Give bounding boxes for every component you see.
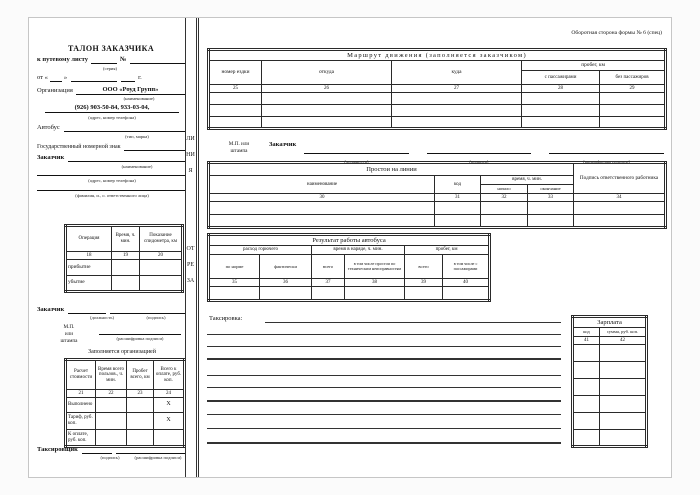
taxing-line: [207, 334, 561, 335]
cost-cell-x: X: [154, 398, 185, 413]
cut-word-liniya: ЛИНИЯ: [186, 136, 195, 174]
ops-col-operation: Операция: [66, 226, 112, 252]
taxing-line: [207, 400, 561, 402]
route-num: 27: [392, 85, 522, 93]
cut-line-right: [196, 18, 199, 477]
cost-num: 22: [96, 390, 127, 398]
plate-line: [37, 143, 185, 151]
downtime-title: Простои на линии: [209, 163, 574, 176]
taxing-label: Таксировка:: [209, 315, 243, 322]
date-year-label: г.: [138, 74, 142, 81]
customer-sign-line: [37, 306, 185, 314]
cost-cell: [154, 430, 185, 447]
stamp-note: [221, 141, 257, 155]
ops-col-odometer: Показание спидометра, км: [140, 226, 183, 252]
taxer-line: [37, 446, 185, 454]
salary-cell: [573, 345, 600, 362]
bus-label: Автобус: [37, 124, 60, 131]
address-blank: [37, 168, 185, 176]
position-blank: [68, 306, 106, 314]
taxing-line: [207, 387, 561, 388]
bus-blank: [64, 124, 185, 132]
table-row: [573, 396, 647, 413]
stamp-line: М.П. или: [228, 141, 250, 147]
date-from: от «: [37, 74, 48, 81]
route-num: 29: [600, 85, 666, 93]
cost-row-label: Выполнено: [66, 398, 96, 413]
cost-cell: [127, 413, 154, 430]
route-cell: [522, 93, 600, 105]
table-row: [209, 215, 666, 228]
result-table: [207, 233, 491, 302]
cost-cell: [96, 430, 127, 447]
taxer-decipher-blank: [116, 446, 185, 454]
table-row: [66, 430, 185, 447]
route-col-to: куда: [392, 61, 522, 85]
route-cell: [262, 117, 392, 129]
result-cell: [312, 287, 345, 301]
salary-num: 42: [600, 337, 647, 345]
taxing-line: [207, 346, 561, 347]
route-cell: [209, 105, 262, 117]
form-back-side: [207, 18, 666, 478]
downtime-num: 31: [435, 194, 481, 202]
plate-blank: [124, 143, 185, 151]
result-num: 38: [345, 279, 405, 287]
signature-hint: (подпись): [146, 315, 166, 320]
ops-row-departure: убытие: [66, 276, 112, 292]
table-row: [66, 413, 185, 430]
salary-col-sum: сумма, руб. коп.: [600, 328, 647, 337]
downtime-cell: [528, 215, 574, 228]
series-blank: [91, 56, 117, 64]
result-col-with-pass: в том числе с пассажирами: [443, 255, 490, 279]
result-col-fact: фактически: [260, 255, 312, 279]
route-cell: [522, 105, 600, 117]
table-row: [573, 362, 647, 379]
route-cell: [209, 117, 262, 129]
ops-cell: [140, 276, 183, 292]
downtime-cell: [574, 202, 666, 215]
form-page: [28, 17, 672, 478]
cost-col-time: Время всего пользов., ч. мин.: [96, 360, 127, 390]
table-row: [209, 287, 490, 301]
downtime-cell: [435, 215, 481, 228]
mp-hint: (должность): [344, 159, 369, 164]
table-row: [209, 117, 666, 129]
stamp-line: штампа: [230, 148, 248, 154]
mp-hint: (расшифровка подписи): [583, 159, 631, 164]
downtime-num: 32: [481, 194, 528, 202]
salary-title: Зарплата: [573, 317, 647, 328]
cost-num: 23: [127, 390, 154, 398]
no-sign: №: [119, 56, 127, 63]
org-section-title: Заполняется организацией: [88, 349, 156, 355]
downtime-cell: [209, 215, 435, 228]
salary-num: 41: [573, 337, 600, 345]
cost-row-label: К оплате, руб. коп.: [66, 430, 96, 447]
position-hint: (должность): [89, 315, 115, 320]
salary-cell: [600, 430, 647, 447]
plate-label: Государственный номерной знак: [37, 144, 121, 150]
route-col-trip: номер ездки: [209, 61, 262, 85]
downtime-cell: [528, 202, 574, 215]
customer-sign-label: Заказчик: [37, 306, 65, 313]
cost-row-label: Тариф, руб. коп.: [66, 413, 96, 430]
downtime-cell: [209, 202, 435, 215]
taxing-line: [265, 322, 561, 323]
result-num: 35: [209, 279, 260, 287]
result-group-fuel: расход горючего: [209, 246, 312, 255]
table-row: [573, 379, 647, 396]
taxer-label: Таксировщик: [37, 446, 78, 453]
table-row: [573, 430, 647, 447]
taxer-sign-hint: (подпись): [100, 455, 120, 460]
salary-cell: [573, 430, 600, 447]
ops-num: 18: [66, 252, 112, 260]
organization-label: Организация: [37, 87, 73, 94]
date-year-blank: [121, 74, 135, 82]
route-cell: [209, 93, 262, 105]
route-num: 28: [522, 85, 600, 93]
downtime-col-name: наименование: [209, 176, 435, 194]
date-month-blank: [71, 74, 117, 82]
taxing-line: [207, 428, 561, 429]
downtime-cell: [481, 215, 528, 228]
table-row: [573, 413, 647, 430]
salary-cell: [600, 379, 647, 396]
phone-line: (926) 903-50-84, 933-03-04,: [45, 104, 179, 113]
result-col-total-run: всего: [405, 255, 443, 279]
responsible-hint: (фамилия, и., о. ответственного лица): [75, 193, 149, 198]
decipher-blank: [99, 334, 181, 335]
result-cell: [345, 287, 405, 301]
table-row: [66, 398, 185, 413]
route-cell: [522, 117, 600, 129]
result-col-downtime: в том числе простои по техническим неисправностям: [345, 255, 405, 279]
route-cell: [392, 93, 522, 105]
route-cell: [600, 105, 666, 117]
route-cell: [262, 105, 392, 117]
result-num: 36: [260, 279, 312, 287]
result-cell: [443, 287, 490, 301]
result-col-norm: по норме: [209, 255, 260, 279]
mp-blank: [549, 149, 664, 154]
route-cell: [600, 117, 666, 129]
waybill-line: [37, 56, 185, 64]
result-cell: [209, 287, 260, 301]
ops-col-time: Время, ч. мин.: [112, 226, 140, 252]
salary-cell: [573, 413, 600, 430]
cost-cell: [127, 430, 154, 447]
cost-col-total: Всего к оплате, руб. коп.: [154, 360, 185, 390]
date-day-blank: [50, 74, 62, 82]
route-table: [207, 48, 667, 130]
ops-cell: [112, 276, 140, 292]
bus-hint: (тип, марка): [125, 134, 149, 139]
result-group-time: время в наряде, ч. мин.: [312, 246, 405, 255]
result-group-run: пробег, км: [405, 246, 490, 255]
result-num: 37: [312, 279, 345, 287]
date-close: »: [63, 74, 68, 81]
cost-cell: [127, 398, 154, 413]
downtime-num: 34: [574, 194, 666, 202]
customer-label: Заказчик: [37, 154, 65, 161]
mp-blank: [304, 149, 408, 154]
taxing-line: [207, 358, 561, 360]
route-num: 25: [209, 85, 262, 93]
route-col-with-pass: с пассажирами: [522, 71, 600, 85]
salary-cell: [573, 379, 600, 396]
signature-blank: [110, 306, 185, 314]
bus-line: [37, 124, 185, 132]
downtime-col-time-group: время, ч. мин.: [481, 176, 574, 185]
cost-col-run: Пробег всего, км: [127, 360, 154, 390]
route-col-run-group: пробег, км: [522, 61, 666, 71]
salary-cell: [600, 413, 647, 430]
route-cell: [262, 93, 392, 105]
mp-hint: (подпись): [469, 159, 489, 164]
downtime-col-sign: Подпись ответственного работника: [574, 163, 666, 194]
route-cell: [600, 93, 666, 105]
table-row: [573, 345, 647, 362]
coupon-title: ТАЛОН ЗАКАЗЧИКА: [67, 44, 155, 53]
table-row: [66, 260, 183, 276]
customer-blank: [68, 154, 185, 162]
ops-cell: [140, 260, 183, 276]
customer-hint: (наименование): [121, 164, 153, 169]
salary-cell: [600, 362, 647, 379]
responsible-blank: [37, 183, 185, 191]
organization-hint: (наименование): [123, 96, 155, 101]
ops-num: 20: [140, 252, 183, 260]
taxing-line: [207, 375, 561, 376]
table-row: [209, 93, 666, 105]
cost-num: 24: [154, 390, 185, 398]
route-num: 26: [262, 85, 392, 93]
number-blank: [130, 56, 185, 64]
table-row: [66, 276, 183, 292]
taxing-line: [207, 414, 561, 415]
salary-cell: [600, 345, 647, 362]
waybill-label: к путевому листу: [37, 56, 88, 63]
ops-cell: [112, 260, 140, 276]
downtime-col-start: начало: [481, 185, 528, 194]
table-row: [209, 105, 666, 117]
cost-cell: [96, 398, 127, 413]
route-col-without-pass: без пассажиров: [600, 71, 666, 85]
downtime-cell: [574, 215, 666, 228]
result-title: Результат работы автобуса: [209, 235, 490, 246]
downtime-col-end: окончание: [528, 185, 574, 194]
cost-table: [64, 358, 186, 448]
salary-table: [571, 315, 648, 448]
taxer-decipher-hint: (расшифровка подписи): [134, 455, 182, 460]
table-row: [209, 202, 666, 215]
salary-cell: [600, 396, 647, 413]
route-cell: [392, 117, 522, 129]
cost-num: 21: [66, 390, 96, 398]
result-col-total-time: всего: [312, 255, 345, 279]
salary-cell: [573, 396, 600, 413]
address-hint: (адрес, номер телефона): [88, 178, 136, 183]
route-col-from: откуда: [262, 61, 392, 85]
stamp-line: или: [64, 331, 74, 337]
customer-line: [37, 154, 185, 162]
ops-num: 19: [112, 252, 140, 260]
series-hint: (серия): [102, 66, 118, 71]
downtime-table: [207, 161, 667, 229]
result-cell: [260, 287, 312, 301]
operations-table: [64, 224, 184, 293]
route-title: Маршрут движения (заполняется заказчиком): [209, 50, 666, 61]
downtime-num: 30: [209, 194, 435, 202]
stamp-line: М.П.: [63, 324, 75, 330]
salary-cell: [573, 362, 600, 379]
stamp-line: штампа: [60, 338, 78, 344]
stamp-note: [53, 324, 85, 345]
date-line: [37, 74, 185, 82]
decipher-hint: (расшифровка подписи): [116, 336, 164, 341]
mp-customer-label: Заказчик: [269, 141, 297, 148]
cost-cell: [96, 413, 127, 430]
phone-hint: (адрес, номер телефона): [88, 115, 136, 120]
ops-row-arrival: прибытие: [66, 260, 112, 276]
result-num: 39: [405, 279, 443, 287]
result-cell: [405, 287, 443, 301]
mp-blank: [427, 149, 531, 154]
taxer-sign-blank: [82, 446, 112, 454]
taxing-line: [207, 442, 561, 444]
salary-col-code: код: [573, 328, 600, 337]
organization-name: ООО «Роуд Групп»: [76, 86, 185, 95]
downtime-col-code: код: [435, 176, 481, 194]
route-cell: [392, 105, 522, 117]
organization-line: [37, 86, 185, 95]
cost-col-calc: Расчет стоимости: [66, 360, 96, 390]
result-num: 40: [443, 279, 490, 287]
corner-note: Оборотная сторона формы № 6 (спец): [571, 30, 662, 36]
downtime-cell: [481, 202, 528, 215]
downtime-num: 33: [528, 194, 574, 202]
customer-coupon: [37, 18, 185, 478]
cost-cell-x: X: [154, 413, 185, 430]
cut-word-otreza: ОТРЕЗА: [186, 246, 195, 284]
downtime-cell: [435, 202, 481, 215]
